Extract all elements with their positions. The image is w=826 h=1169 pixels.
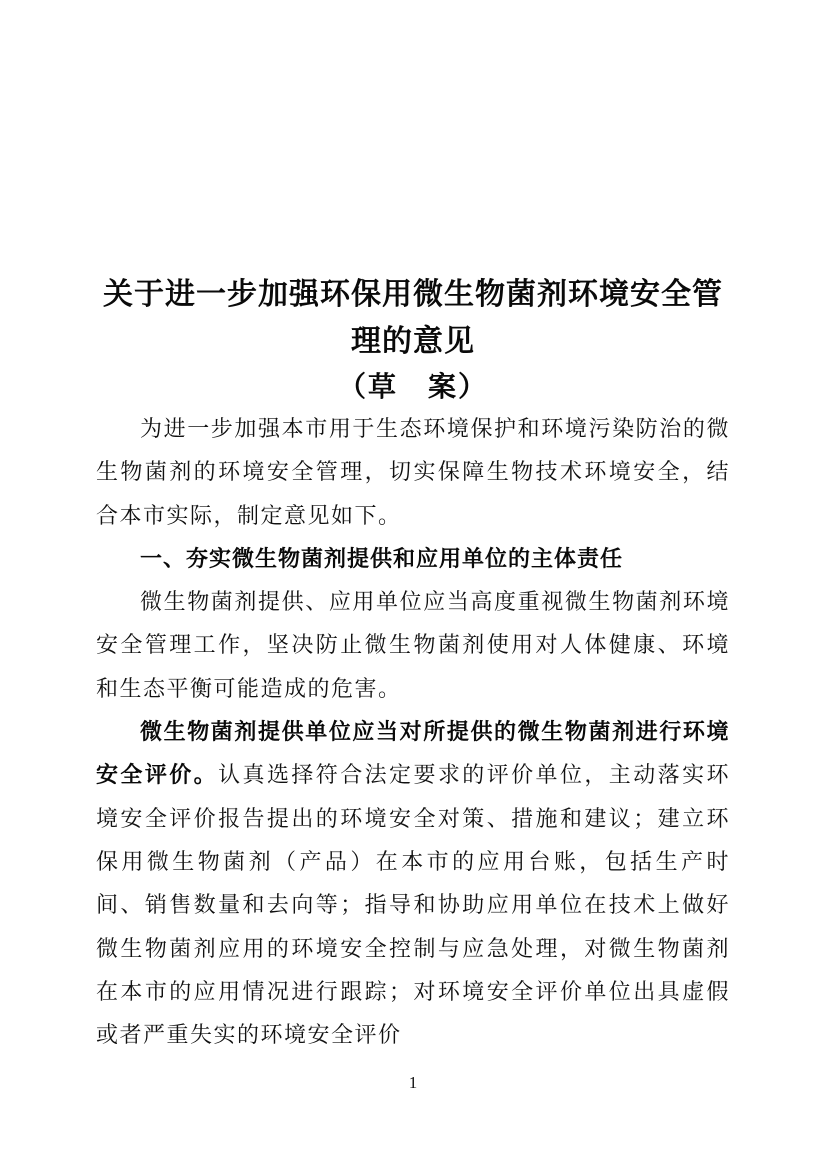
section-1-paragraph-1: 微生物菌剂提供、应用单位应当高度重视微生物菌剂环境安全管理工作，坚决防止微生物菌剂使用对人体健康、环境和生态平衡可能造成的危害。 xyxy=(96,589,730,701)
section-1-paragraph-2-bold-lead: 微生物菌剂提供单位应当对所提供的微生物菌剂进行环境安全评价。 xyxy=(96,719,730,788)
page-number: 1 xyxy=(408,1073,418,1092)
section-1-paragraph-2 xyxy=(96,710,730,1056)
section-1-heading: 一、夯实微生物菌剂提供和应用单位的主体责任 xyxy=(140,545,624,571)
document-body xyxy=(96,407,730,1056)
document-title: 关于进一步加强环保用微生物菌剂环境安全管理的意见 xyxy=(103,278,723,358)
section-1-paragraph-2-rest: 认真选择符合法定要求的评价单位，主动落实环境安全评价报告提出的环境安全对策、措施和建议；建立环保用微生物菌剂（产品）在本市的应用台账，包括生产时间、销售数量和去向等；指导和协助应用单位在技术上做好微生物菌剂应用的环境安全控制与应急处理，对微生物菌剂在本市的应用情况进行跟踪；对环境安全评价单位出具虚假或者严重失实的环境安全评价 xyxy=(96,762,730,1048)
intro-paragraph: 为进一步加强本市用于生态环境保护和环境污染防治的微生物菌剂的环境安全管理，切实保障生物技术环境安全，结合本市实际，制定意见如下。 xyxy=(96,416,730,528)
title-block xyxy=(96,271,730,411)
document-subtitle: （草 案） xyxy=(337,372,488,403)
